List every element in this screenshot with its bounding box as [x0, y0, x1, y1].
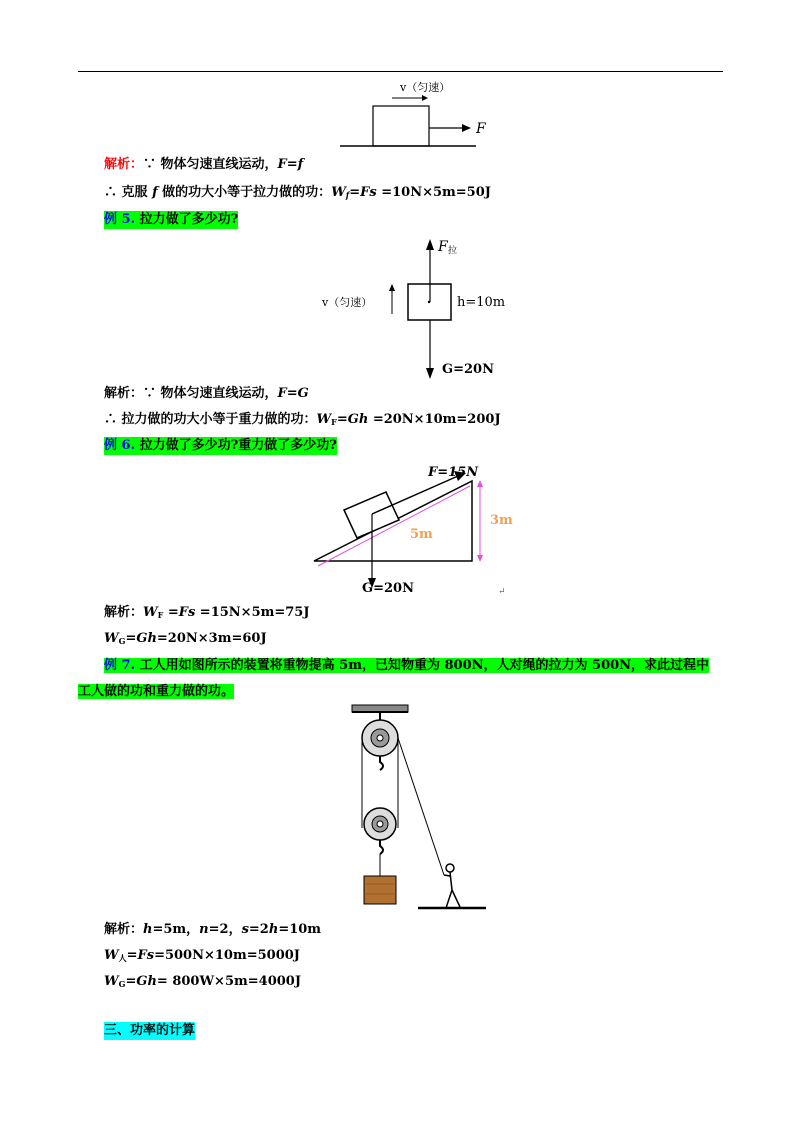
solution-4-line-2: ∴ 克服 f 做的功大小等于拉力做的功：$W_f=Fs =10N\times 5m=50J$	[104, 185, 491, 200]
gravity-label: G=20N	[442, 362, 494, 377]
svg-text:拉: 拉	[448, 246, 458, 256]
worker-figure	[444, 864, 460, 908]
solution-7-line-1: 解析：h=5m，n=2，s=2h=10m	[104, 922, 322, 937]
figure-incline	[308, 460, 538, 598]
solution-5-line-1: 解析：∵ 物体匀速直线运动，F=G	[104, 386, 309, 401]
gravity-label: G=20N	[362, 581, 414, 596]
force-label: F	[476, 121, 486, 137]
block	[373, 106, 429, 146]
solution-7-line-3: $W_G=Gh= 800W\times 5m=4000J$	[104, 974, 301, 989]
example-6-title: 例 6. 拉力做了多少功?重力做了多少功?	[104, 438, 337, 453]
svg-text:↵: ↵	[498, 587, 506, 597]
figure-pulley-system	[340, 700, 500, 912]
figure-vertical-lift	[318, 234, 518, 382]
velocity-label: v（匀速）	[322, 296, 373, 309]
header-rule	[78, 71, 723, 72]
figure-block-horizontal	[330, 76, 510, 152]
solution-5-line-2: ∴ 拉力做的功大小等于重力做的功：$W_F=Gh =20N\times 10m=200J$	[104, 412, 501, 427]
force-label: F	[438, 239, 448, 255]
example-5-title: 例 5. 拉力做了多少功?	[104, 212, 239, 227]
solution-6-line-1: 解析：$W_F =Fs =15N\times 5m=75J$	[104, 605, 310, 620]
height-label: h=10m	[457, 295, 506, 310]
solution-4-line-1: 解析：∵ 物体匀速直线运动，F=f	[104, 157, 304, 172]
solution-6-line-2: $W_G=Gh=20N\times 3m=60J$	[104, 631, 267, 646]
force-label: F=15N	[428, 465, 479, 480]
section-3-heading: 三、功率的计算	[104, 1023, 196, 1038]
ceiling	[352, 705, 408, 712]
velocity-label: v（匀速）	[400, 81, 451, 94]
length-label: 5m	[410, 527, 433, 542]
example-7-title-line-1: 例 7. 工人用如图所示的装置将重物提高 5m，已知物重为 800N，人对绳的拉力为 500N，求此过程中	[104, 658, 710, 673]
weight-box	[364, 876, 396, 904]
solution-7-line-2: $W_人=Fs=500N\times 10m=5000J$	[104, 948, 300, 963]
solution-label: 解析：	[104, 157, 144, 172]
height-label: 3m	[490, 513, 513, 528]
example-7-title-line-2: 工人做的功和重力做的功。	[78, 684, 235, 699]
